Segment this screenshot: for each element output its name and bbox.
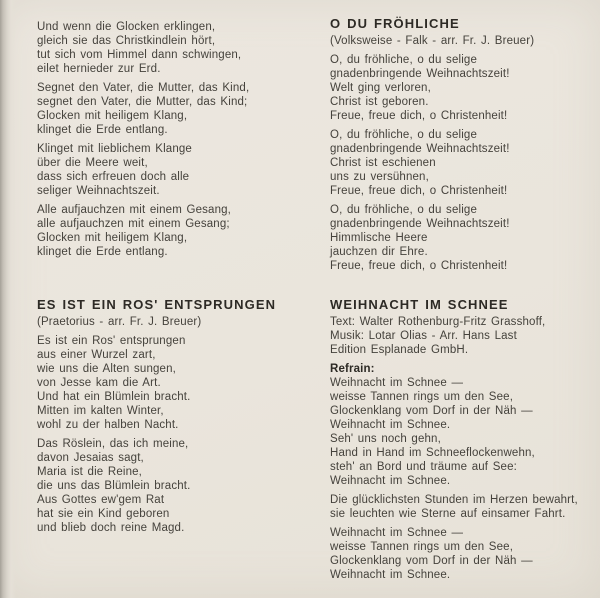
lyric-line: steh' an Bord und träume auf See: [330, 461, 517, 473]
lyric-line: Glocken mit heiligem Klang, [37, 110, 188, 122]
lyric-line: Christ ist geboren. [330, 96, 429, 108]
song-section-es-ist-ein-ros [37, 297, 309, 535]
lyric-line: weisse Tannen rings um den See, [330, 541, 514, 553]
lyric-line: Freue, freue dich, o Christenheit! [330, 110, 508, 122]
spine-shadow [0, 0, 16, 598]
lyric-line: Seh' uns noch gehn, [330, 433, 441, 445]
stanza [330, 203, 600, 273]
lyric-line: Weihnacht im Schnee — [330, 377, 464, 389]
lyric-line: klinget die Erde entlang. [37, 124, 168, 136]
lyric-line: Edition Esplanade GmbH. [330, 344, 469, 356]
lyric-line: Weihnacht im Schnee. [330, 419, 451, 431]
lyric-line: Alle aufjauchzen mit einem Gesang, [37, 204, 232, 216]
left-column [37, 0, 309, 540]
song-credit-es-ist-ein-ros: (Praetorius - arr. Fr. J. Breuer) [37, 316, 202, 328]
lyric-line: weisse Tannen rings um den See, [330, 391, 514, 403]
lyric-line: O, du fröhliche, o du selige [330, 129, 478, 141]
stanza [37, 20, 309, 76]
lyrics-columns [37, 0, 600, 587]
lyric-line: seliger Weihnachtszeit. [37, 185, 160, 197]
lyric-line: jauchzen dir Ehre. [330, 246, 428, 258]
lyric-line: O, du fröhliche, o du selige [330, 204, 478, 216]
lyric-line: über die Meere weit, [37, 157, 148, 169]
lyric-line: Segnet den Vater, die Mutter, das Kind, [37, 82, 250, 94]
lyric-line: Es ist ein Ros' entsprungen [37, 335, 186, 347]
lyric-line: aus einer Wurzel zart, [37, 349, 156, 361]
stanza [37, 81, 309, 137]
song-ros-stanzas [37, 334, 309, 535]
lyric-line: klinget die Erde entlang. [37, 246, 168, 258]
song-title-es-ist-ein-ros: ES IST EIN ROS' ENTSPRUNGEN [37, 297, 277, 312]
stanza [330, 493, 600, 521]
lyric-line: gnadenbringende Weihnachtszeit! [330, 218, 510, 230]
lyric-line: Aus Gottes ew'gem Rat [37, 494, 165, 506]
lyric-line: segnet den Vater, die Mutter, das Kind; [37, 96, 248, 108]
lyric-line: Weihnacht im Schnee. [330, 475, 451, 487]
lyric-line: von Jesse kam die Art. [37, 377, 161, 389]
lyric-line: uns zu versühnen, [330, 171, 429, 183]
lyric-line: Weihnacht im Schnee — [330, 527, 464, 539]
lyric-line: dass sich erfreuen doch alle [37, 171, 190, 183]
stanza [330, 376, 600, 488]
lyric-line: alle aufjauchzen mit einem Gesang; [37, 218, 230, 230]
lyric-line: Musik: Lotar Olias - Arr. Hans Last [330, 330, 517, 342]
lyric-line: tut sich vom Himmel dann schwingen, [37, 49, 242, 61]
lyric-line: gnadenbringende Weihnachtszeit! [330, 143, 510, 155]
lyric-line: wohl zu der halben Nacht. [37, 419, 179, 431]
lyric-line: Text: Walter Rothenburg-Fritz Grasshoff, [330, 316, 546, 328]
song-glocken-stanzas [37, 20, 309, 259]
stanza [37, 203, 309, 259]
lyric-line: Maria ist die Reine, [37, 466, 143, 478]
lyric-line: Glockenklang vom Dorf in der Näh — [330, 555, 533, 567]
song-title-weihnacht-im-schnee: WEIHNACHT IM SCHNEE [330, 297, 509, 312]
lyric-line: Freue, freue dich, o Christenheit! [330, 185, 508, 197]
stanza [37, 142, 309, 198]
song-credits-weihnacht-im-schnee [330, 315, 600, 357]
lyric-line: Mitten im kalten Winter, [37, 405, 164, 417]
lyric-line: O, du fröhliche, o du selige [330, 54, 478, 66]
right-column [330, 0, 600, 587]
song-title-o-du-froehliche: O DU FRÖHLICHE [330, 16, 460, 31]
stanza [330, 526, 600, 582]
lyric-line: sie leuchten wie Sterne auf einsamer Fahrt. [330, 508, 566, 520]
stanza [330, 53, 600, 123]
song-section-glocken [37, 20, 309, 259]
lyric-line: und blieb doch reine Magd. [37, 522, 185, 534]
lyric-line: Weihnacht im Schnee. [330, 569, 451, 581]
lyric-line: Das Röslein, das ich meine, [37, 438, 189, 450]
stanza [37, 334, 309, 432]
lyric-line: wie uns die Alten sungen, [37, 363, 176, 375]
lyric-line: gnadenbringende Weihnachtszeit! [330, 68, 510, 80]
refrain-label: Refrain: [330, 363, 375, 375]
lyric-line: hat sie ein Kind geboren [37, 508, 170, 520]
lyric-line: Die glücklichsten Stunden im Herzen bewahrt, [330, 494, 578, 506]
lyric-line: davon Jesaias sagt, [37, 452, 144, 464]
lyric-line: Und wenn die Glocken erklingen, [37, 21, 216, 33]
song-section-o-du-froehliche [330, 16, 600, 273]
lyric-line: Welt ging verloren, [330, 82, 431, 94]
lyric-line: gleich sie das Christkindlein hört, [37, 35, 216, 47]
stanza [37, 437, 309, 535]
lyric-line: Glocken mit heiligem Klang, [37, 232, 188, 244]
lyric-line: die uns das Blümlein bracht. [37, 480, 191, 492]
lyric-line: Hand in Hand im Schneeflockenwehn, [330, 447, 535, 459]
lyric-line: Himmlische Heere [330, 232, 428, 244]
lyric-line: Und hat ein Blümlein bracht. [37, 391, 191, 403]
song-section-weihnacht-im-schnee [330, 297, 600, 582]
lyric-line: Freue, freue dich, o Christenheit! [330, 260, 508, 272]
song-froehliche-stanzas [330, 53, 600, 273]
song-credit-o-du-froehliche: (Volksweise - Falk - arr. Fr. J. Breuer) [330, 35, 535, 47]
lyric-line: eilet hernieder zur Erd. [37, 63, 161, 75]
lyric-line: Glockenklang vom Dorf in der Näh — [330, 405, 533, 417]
stanza [330, 128, 600, 198]
lyric-line: Klinget mit lieblichem Klange [37, 143, 192, 155]
song-schnee-stanzas [330, 376, 600, 582]
lyric-line: Christ ist eschienen [330, 157, 436, 169]
